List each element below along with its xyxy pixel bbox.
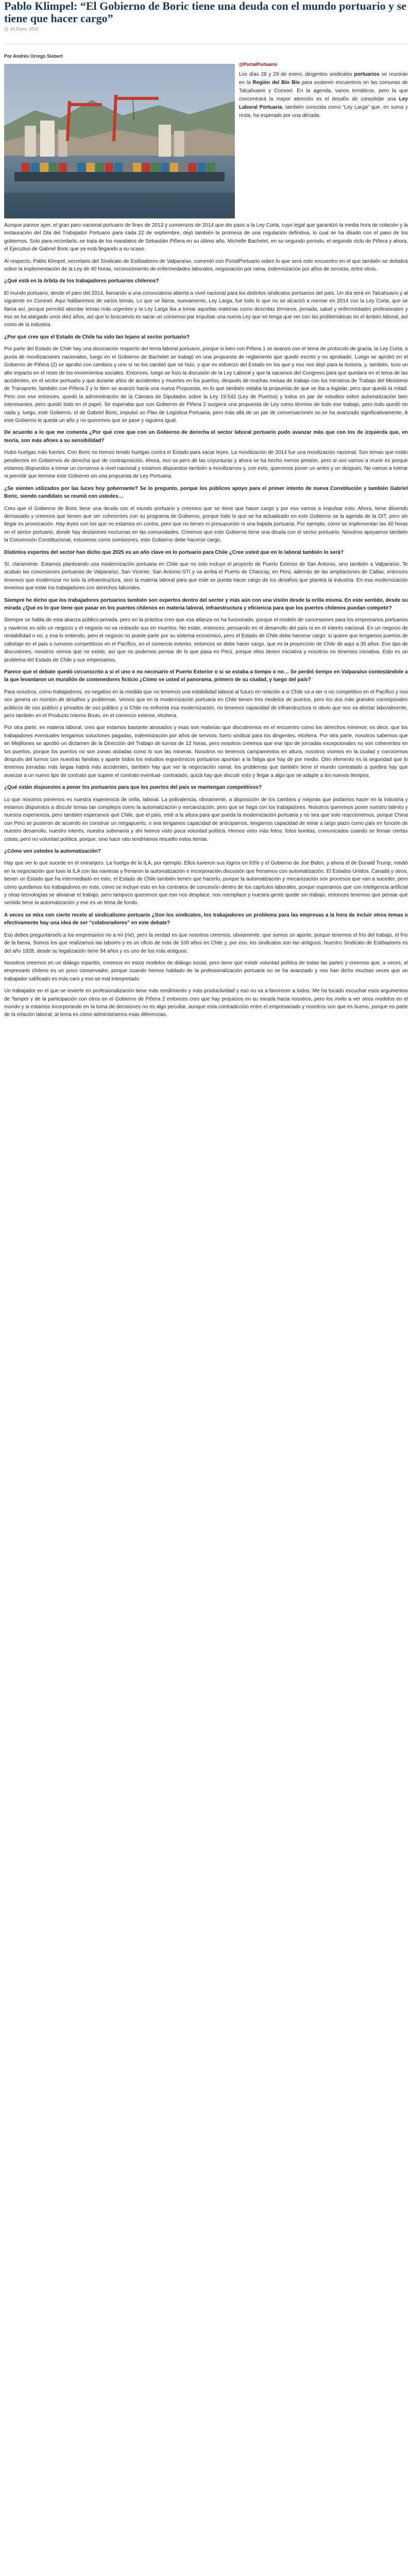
port-photo-illustration (4, 64, 235, 218)
body-paragraph: Por parte del Estado de Chile hay una disociación respecto del tema laboral portuario, porque si bien con Piñera 1 se avanzó con el tema de protocolo de gracia, la Ley Corta, a punta de movilizaciones nacionales, luego en el Gobierno de Bachelet se trabajó en una propuesta de reglamento que quedó escrito y no aprobado. Luego se aprobó en el Gobierno de Piñera (2) se aprobó con cambios y uno sí no los cambió que se hizo, y que es esfuerzo del Estado en los que y eso nos dejó para la historia, y, también, tuvo un alto impacto en el resto de los movimientos sociales. Entonces, luego se hizo la discusión de la Ley Laboral y que la sacamos del Congreso para que quedara en el tema de las accidentes, en el sector portuario y que durante años de accidentes y muertes en los puertos, después de muchas mesas de trabajo con los ministros de Trabajo del Ministerio de Transporte, también con Piñera 2 y lo bien se avanzó hacia una nueva Propuesta, en lo que también estaba la propuesta de que se iba a legislar, pero que quedó la mitad. Pero con ese entonces, quedó la administración de la Cámara de Diputados sobre la Ley 19.542 (Ley de Puertos) y todos en par de estudios sobre automatización bien interesantes, pero quedó todo en el papel. Se esperaba que con Gobierno de Piñera 2 surgiera una propuesta de Ley como término de todo ese trabajo, pero todo quedó en nada y, luego, este Gobierno, el de Gabriel Boric, impulsó un Plan de Logística Portuaria, pero más allá de un par de conversaciones no se ha avanzado significativamente. A este Gobierno le queda un año y no queremos que se pase y siguiera igual. (4, 346, 408, 423)
clock-icon (4, 27, 8, 31)
intro-text: para sostener encuentros en las comunas de Talcahuano y Coronel. En la agenda, varios temáticos, pero la que concentrará la mayor atención es el desafío de consolidar una (239, 80, 408, 102)
intro-text: , también conocida como “Ley Larga” que, en suma y resta, ha esperado por una década. (239, 105, 408, 118)
body-paragraph: Creo que el Gobierno de Boric tiene una deuda con el mundo portuario y creemos que se tiene que hacer cargo y por eso vamos a impulsar esto. Ahora, tiene diluendo demasiado y creemos que tienen que ser coherentes con su programa de Gobierno, porque todo lo que se ha actualizado en este Gobierno se la agenda de la OIT, pero sin llegar es provocación. Hay leyes con los que no estamos en contra, pero que no tienen ni presupuesto ni una bajada portuaria. Por ejemplo, cómo se implementan las 40 horas en el sector portuario, donde hay decisiones nocturnas en las comunidades. Creemos que este Gobierno tiene una deuda con el sector portuario. Nosotros apoyamos también la Convención Constitucional, estuvimos como comisiones, este Gobierno debe hacerse cargo. (4, 505, 408, 544)
interview-question: Parece que el debate quedó circunscrito a si el uno o no necesario el Puerto Exterior o si se estaba a tiempo o no… Se perdió tiempo en Valparaíso contestándole a la que levantaron un murallón de contenedores ficticio ¿Cómo ve usted el panorama, primero de su ciudad, y luego del país? (4, 669, 408, 683)
interview-question: Siempre he dicho que los trabajadores portuarios también son expertos dentro del sector y más aún con una visión desde la orilla misma. En este sentido, desde su mirada ¿Qué es lo que tiene que pasar en los puertos chilenos en materia laboral, infraestructura y eficiencia para que los puertos chilenos puedan competir? (4, 597, 408, 612)
body-paragraph: Hay que ver lo que sucede en el extranjero. La huelga de la ILA, por ejemplo. Ellos tuvieron sus logros en 63% y el Gobierno de Joe Biden, y ahora el de Donald Trump, medió en la negociación que tuvo la ILA con las navieras y frenaron la automatización e incorporación discusión que frenamos con automatización. El Estados Unidos, Canadá y otros, tienen un Estado que ha intermediado en esto, el Estado de Chile también tienen que hacerlo, porque la automatización y mecanización son procesos que van a suceder, pero cómo quedamos los trabajadores en esto, cómo se incluye esto en los contratos de concesión dentro de los capítulos laborales, porque esperamos que con inteligencia artificial y otras tecnologías se alivianar el trabajo, pero tampoco queremos que eso nos desplace, nos reemplace y nuestra gente quede sin trabajo, entonces tenemos que pensar qué sentido tiene la automatización y ese es un tema de fondo. (4, 860, 408, 906)
body-paragraph: Lo que nosotros ponemos es nuestra experiencia de orilla, laboral. La polivalencia, obviamente, a disposición de los cambios y mejoras que podamos hacer en la industria y estamos dispuestos a discutir temas tan complejos como la automatización y mecanización, pero que se haga con los trabajadores. Nosotros queremos poner nuestro talento y nuestra experiencia, pero también esperamos que Chile, que el país, esté a la altura para que pueda la modernización portuaria y no sea que solo reaccionemos, porque China con Perú se pusieron de acuerdo en construir un megapuerto, o sea tengamos capacidad de anticiparnos, tengamos capacidad de mirar a largo plazo como país en función de nuestro desarrollo, nuestro interés, nuestra soberanía y ahí hemos visto poca voluntad política. Hemos visto más fotos, fotos bonitas, comunicados cuando se firman ciertas cosas, pero no voluntad política, porque, sino hace rato tendríamos resuelto estos temas. (4, 796, 408, 842)
body-paragraph: Siempre se habla de esta alianza público-privada, pero en la práctica creo que esa alianza no ha funcionado, porque el modelo de concesiones para los empresarios portuarios y navieros es sólo un negocio y el negocio no va restando sus en muertos. No están, entonces, pensando en el desarrollo del país ni en el interés nacional. En un negocio de rentabilidad o no, y esa lo entiendo, pero el negocio no puede partir por su sistema económico, pero el Estado de Chile debe hacerse cargo: si quiere que tengamos puertos de cabotaje en el país o rumores competitivos en el Pacífico, en el comercio exterior, entonces se debe hacer cargo, que es la proyección de Chile de aquí a 30 años. Ese tipo de discusiones, nosotros vemos que no existe, así que no podemos pensar de lo que pasa en Perú, porque ellos tienen iniciativa y nosotros no tenemos iniciativa. Esto es un problema del Estado de Chile y sus empresarios. (4, 617, 408, 663)
article-date-row (4, 27, 408, 31)
interview-question: ¿Cómo ven ustedes la automatización? (4, 849, 101, 855)
body-paragraph: Aunque parece ayer, el gran paro nacional portuario de fines de 2013 y comienzos de 2014 que dio paso a la Ley Corta, cuyo legal que garantizó la media hora de colación y la instauración del Día del Trabajador Portuario para cada 22 de septiembre, dejó también la promesa de una regulación definitiva, lo cual se ha diluido con el paso de los gobiernos. Solo para recordarlo, se trata de los mandatos de Sebastián Piñera en su último año, Michelle Bachelet, en su segundo periodo, el segundo ciclo de Piñera y ahora, el Ejecutivo de Gabriel Boric que ya está llegando a su ocaso. (4, 223, 408, 252)
article-author: Por Andrés Orrego Siebert (4, 54, 63, 59)
article-page (0, 0, 412, 1019)
article-date: 16 Enero, 2023 (10, 27, 39, 31)
intro-highlight-portuarios: portuarios (354, 72, 380, 77)
body-paragraph: Nosotros creemos en un diálogo tripartito, creemos en estos modelos de diálogo social, pero tiene que existir voluntad política de todas las partes y creemos que, a veces, el empresario chileno es un poco conservador, porque cuando hemos hablado de la profesionalización portuaria no se ha avanzado y nos han dicho muchas veces que un trabajador calificado es más caro y eso se mal interpretado. (4, 960, 408, 982)
interview-question: Distintos expertos del sector han dicho que 2025 es un año clave en lo portuario para Chile ¿Cree usted que en lo laboral también lo será? (4, 549, 344, 555)
intro-highlight-ley: Ley Laboral Portuaria (239, 96, 408, 110)
article-photo (4, 64, 235, 218)
body-paragraph: Por otra parte, en materia laboral, creo que estamos bastante atrasados y esas son materias que discutiremos en el encuentro como los derechos mínimos; es decir, que los trabajadores eventuales tengamos soluciones pagadas, indemnización por años de servicio, fuero sindical para los dirigentes, etcétera. Por otra parte, nosotros sabemos que en Mejillones se aprobó un dictamen de la Dirección del Trabajo de turnos de 12 horas, pero nosotros creemos que ese tipo de jornadas excepcionales no son coherentes en los puertos, porque los puertos no son zonas aisladas como lo son las mineras. Nosotros no tenemos campamentos en altura, nosotros vivimos en la ciudad y conocemos después del turnos con nuestras familias y aparte todos los estudios ergonómicos portuarios apuntan a la fatiga que hay de por medio. Otro elemento es la seguridad que lo tenemos jornadas más largas habrá más accidentes, también hay que ver la negociación ramal, los problemas que también tiene el mundo contratado a quiebra hay que avanzar a un nuevo tipo de contrato que supere el contrato eventual- contratado, quizá hay que discutir esto y llegar a algo que se adapte a los nuevos tiempos. (4, 725, 408, 778)
body-paragraph: El mundo portuario, desde el paro del 2014, llamando a una convocatoria abierta a nivel nacional para los distintos sindicatos portuarios del país. Un día será en Talcahuano y al siguiente en Coronel. Aquí hablaremos de varios temas. Lo que se llama, nuevamente, Ley Larga, fue todo lo que no se alcanzó a normar en 2014 con la Ley Corta, que se llama así, porque permitió abordar temas más urgentes y la Ley Larga iba a tomar aquellas materias como descritas términos, jornada, salud y enfermedades profesionales y eso se ha alargado unos diez años, así que lo buscamos es sacar un consenso par impulsar una nueva Ley que se tenga que ver con las problemáticas en el ámbito laboral, así como de la industria. (4, 290, 408, 328)
body-paragraph: Al respecto, Pablo Klimpel, secretario del Sindicato de Estibadores de Valparaíso, comentó con PortalPortuario sobre lo que será este encuentro en el que también se debatirá sobre la implementación de la Ley de 40 horas, reconocimiento de enfermedades laborales, negociación por rama, indemnización por años de servicio, entre otros. (4, 258, 408, 273)
body-paragraph: Un trabajador en el que se invierte en profesionalización tiene más rendimiento y más productividad y eso no va a favorecer a todos. Me ha tocado escuchar esos argumentos de Tamper y de la participación con otros en el Gobierno de Piñera 2 entonces creo que hay prejuicios en su mirada hacia nosotros, pero los invito a ver otros modelos en el mundo y si estamos incorporando en la toma de decisiones no es algo peculiar, aunque esta contradicción entre el empresariado y nosotros son que es bueno, porque es parte de la relación laboral, al tema es cómo administramos esas diferencias. (4, 988, 408, 1018)
intro-highlight-region: Región del Bío Bío (252, 80, 300, 86)
interview-question: ¿Qué están dispuestos a poner los portuarios para que los puertos del país se mantengan competitivos? (4, 785, 262, 791)
article-title: Pablo Klimpel: “El Gobierno de Boric tiene una deuda con el mundo portuario y se tiene que hacer cargo” (4, 0, 407, 25)
interview-question: A veces se mira con cierto recelo al sindicalismo portuario ¿Son los sindicatos, los trabajadores un problema para las empresas a la hora de incluir otros temas o efectivamente hay una idea de ser “colaboradores” en este debate? (4, 912, 408, 926)
portal-portuario-handle-link[interactable]: @PortalPortuario (239, 62, 278, 67)
interview-question: De acuerdo a lo que me comenta ¿Por qué cree que con un Gobierno de derecha el sector laboral portuario pudo avanzar más que con los de izquierda que, en teoría, son más afines a su sensibilidad? (4, 430, 408, 444)
intro-text: Los días 28 y 29 de enero, dirigentes sindicales (239, 72, 354, 77)
body-paragraph: Sí, claramente. Estamos planteando una modernización portuaria en Chile que no solo incluye el proyecto de Puerto Exterior de San Antonio, sino también a Valparaíso. Te acaban las concesiones portuarias de Valparaíso, San Vicente, San Antonio-STI y va arriba el Puerto de Chancay, en Perú, además de las ampliaciones de Callao, entonces tenemos que modernizar no solo la infraestructura, sino la materia laboral para que este se pueda hacer cargo de los desafíos que plantea la industria. En esa modernización tenemos que estar los trabajadores con derechos laborales. (4, 562, 408, 591)
body-paragraph: Para nosotros, como trabajadores, es negativo en la medida que no tenemos una estabilidad laboral al futuro en relación a si Chile va a ser o no competitivo en el Pacífico y nos nos genera un montón de desafíos y problemas. Vemos que en la modernización portuaria en Chile tienen tres modelos de puertos, pero los dos más grandes corresponden públicos de uso público y privados de uso público y si Chile no enfrenta esa modernización, no tenemos capacidad de infraestructura ni obvio que nos va afectar laboralmente, pero también en el Producto Interno Bruto, en el comercio exterior, etcétera. (4, 689, 408, 719)
body-paragraph: Hubo huelgas más fuertes. Con Boric no hemos tenido huelgas contra el Estado para sacar leyes. La movilización de 2014 fue una movilización nacional. Son temas que están pendientes en Gobiernos de derecha que de contraposición. Ahora, eso va pero de las coyunturas y ahora se ha hecho menos presión, pero si nos vamos a reunir es porque estamos dispuestos a tomar un consenso a nivel nacional y estamos dispuestos también a movilizarnos y, con esto, queremos poner un antes y un después. No vamos a tolerar ni permitir que termine este Gobierno sin una propuesta de Ley Portuaria. (4, 450, 408, 480)
body-paragraph: Eso debes preguntárselo a los empresarios no a mí (ríe), pero la verdad es que nosotros creemos, obviamente, que somos un aporte, porque tenemos el frío del trabajo, el frío de la faena. Somos los que realizamos las labores y es un oficio de más de 100 años en Chile y, por eso, los sindicatos son tan antiguos. Nuestro Sindicato de Estibadores es del año 1928, desde su legalización tiene 94 años y es uno de los más antiguos. (4, 932, 408, 954)
interview-question: ¿Se sienten utilizados por las luces hoy gobernante? Se lo pregunto, porque los públicos apoyo para el primer intento de nueva Constitución y también Gabriel Boric, siendo candidato se reunió con ustedes… (4, 485, 408, 500)
article-body (4, 222, 408, 1019)
interview-question: ¿Qué está en la órbita de los trabajadores portuarios chilenos? (4, 278, 159, 284)
intro-text: se reunirán en la (239, 72, 408, 86)
interview-question: ¿Por qué cree que el Estado de Chile ha sido tan lejano al sector portuario? (4, 334, 190, 340)
